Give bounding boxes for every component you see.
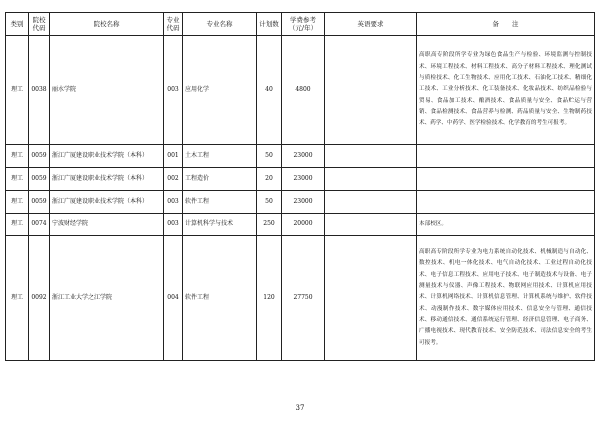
cell-major-name: 应用化学 bbox=[183, 36, 257, 145]
cell-major-code: 003 bbox=[164, 36, 183, 145]
cell-category: 理工 bbox=[6, 168, 29, 191]
cell-english bbox=[325, 236, 417, 361]
cell-category: 理工 bbox=[6, 214, 29, 236]
table-row bbox=[6, 191, 595, 214]
cell-english bbox=[325, 191, 417, 214]
cell-category: 理工 bbox=[6, 191, 29, 214]
header-school-name: 院校名称 bbox=[50, 13, 164, 36]
header-plan-count: 计划数 bbox=[257, 13, 282, 36]
cell-category: 理工 bbox=[6, 145, 29, 168]
cell-plan: 40 bbox=[257, 36, 282, 145]
cell-plan: 250 bbox=[257, 214, 282, 236]
cell-school-name: 浙江广厦建设职业技术学院（本科） bbox=[50, 145, 164, 168]
cell-major-name: 土木工程 bbox=[183, 145, 257, 168]
cell-tuition: 23000 bbox=[282, 191, 325, 214]
cell-plan: 50 bbox=[257, 145, 282, 168]
cell-tuition: 23000 bbox=[282, 145, 325, 168]
cell-major-name: 计算机科学与技术 bbox=[183, 214, 257, 236]
cell-school-name: 浙江广厦建设职业技术学院（本科） bbox=[50, 168, 164, 191]
table-row bbox=[6, 145, 595, 168]
cell-school-code: 0074 bbox=[29, 214, 50, 236]
cell-major-name: 软件工程 bbox=[183, 191, 257, 214]
header-major-code: 专业代码 bbox=[164, 13, 183, 36]
cell-school-code: 0092 bbox=[29, 236, 50, 361]
header-major-name: 专业名称 bbox=[183, 13, 257, 36]
cell-remarks: 高职高专阶段所学专业为电力系统自动化技术、机械制造与自动化、数控技术、机电一体化技术、电气自动化技术、工业过程自动化技术、电子信息工程技术、应用电子技术、电子制造技术与设备、电子测量技术与仪器、声像工程技术、物联网应用技术、计算机应用技术、计算机网络技术、计算机信息管理、计算机系统与维护、软件技术、动漫制作技术、数字媒体应用技术、信息安全与管理、通信技术、移动通信技术、通信系统运行管理、经济信息管理、电子商务、广播电视技术、现代教育技术、安全防范技术、司法信息安全的考生可报考。 bbox=[417, 236, 595, 361]
header-remarks: 备 注 bbox=[417, 13, 595, 36]
cell-school-code: 0059 bbox=[29, 191, 50, 214]
cell-tuition: 4800 bbox=[282, 36, 325, 145]
cell-school-code: 0059 bbox=[29, 145, 50, 168]
cell-major-code: 003 bbox=[164, 191, 183, 214]
cell-major-code: 003 bbox=[164, 214, 183, 236]
cell-plan: 120 bbox=[257, 236, 282, 361]
table-row bbox=[6, 36, 595, 145]
cell-major-code: 002 bbox=[164, 168, 183, 191]
cell-school-name: 浙江广厦建设职业技术学院（本科） bbox=[50, 191, 164, 214]
cell-remarks: 高职高专阶段所学专业为绿色食品生产与检验、环境监测与控制技术、环境工程技术、材料工程技术、高分子材料工程技术、理化测试与质检技术、化工生物技术、应用化工技术、石油化工技术、精细化工技术、工业分析技术、化工装备技术、化妆品技术、纺织品检验与贸易、食品加工技术、酿酒技术、食品质量与安全、食品贮运与营销、食品检测技术、食品营养与检测、药品质量与安全、生物制药技术、药学、中药学、医学检验技术、化学教育的考生可报考。 bbox=[417, 36, 595, 145]
page-number: 37 bbox=[295, 404, 305, 412]
cell-category: 理工 bbox=[6, 36, 29, 145]
cell-major-name: 软件工程 bbox=[183, 236, 257, 361]
cell-tuition: 27750 bbox=[282, 236, 325, 361]
table-row bbox=[6, 168, 595, 191]
cell-remarks bbox=[417, 145, 595, 168]
cell-remarks: 本部校区。 bbox=[417, 214, 595, 236]
cell-tuition: 23000 bbox=[282, 168, 325, 191]
admission-table bbox=[5, 12, 595, 361]
cell-english bbox=[325, 36, 417, 145]
cell-major-code: 004 bbox=[164, 236, 183, 361]
cell-major-code: 001 bbox=[164, 145, 183, 168]
cell-school-name: 浙江工业大学之江学院 bbox=[50, 236, 164, 361]
cell-tuition: 20000 bbox=[282, 214, 325, 236]
header-category: 类别 bbox=[6, 13, 29, 36]
cell-school-name: 宁波财经学院 bbox=[50, 214, 164, 236]
cell-remarks bbox=[417, 191, 595, 214]
cell-english bbox=[325, 214, 417, 236]
cell-remarks bbox=[417, 168, 595, 191]
cell-category: 理工 bbox=[6, 236, 29, 361]
header-english: 英语要求 bbox=[325, 13, 417, 36]
cell-english bbox=[325, 168, 417, 191]
cell-school-code: 0038 bbox=[29, 36, 50, 145]
cell-school-code: 0059 bbox=[29, 168, 50, 191]
header-tuition: 学费参考（元/年） bbox=[282, 13, 325, 36]
table-row bbox=[6, 214, 595, 236]
cell-plan: 50 bbox=[257, 191, 282, 214]
cell-school-name: 丽水学院 bbox=[50, 36, 164, 145]
table-row bbox=[6, 236, 595, 361]
cell-plan: 20 bbox=[257, 168, 282, 191]
cell-english bbox=[325, 145, 417, 168]
header-row bbox=[6, 13, 595, 36]
cell-major-name: 工程造价 bbox=[183, 168, 257, 191]
header-school-code: 院校代码 bbox=[29, 13, 50, 36]
